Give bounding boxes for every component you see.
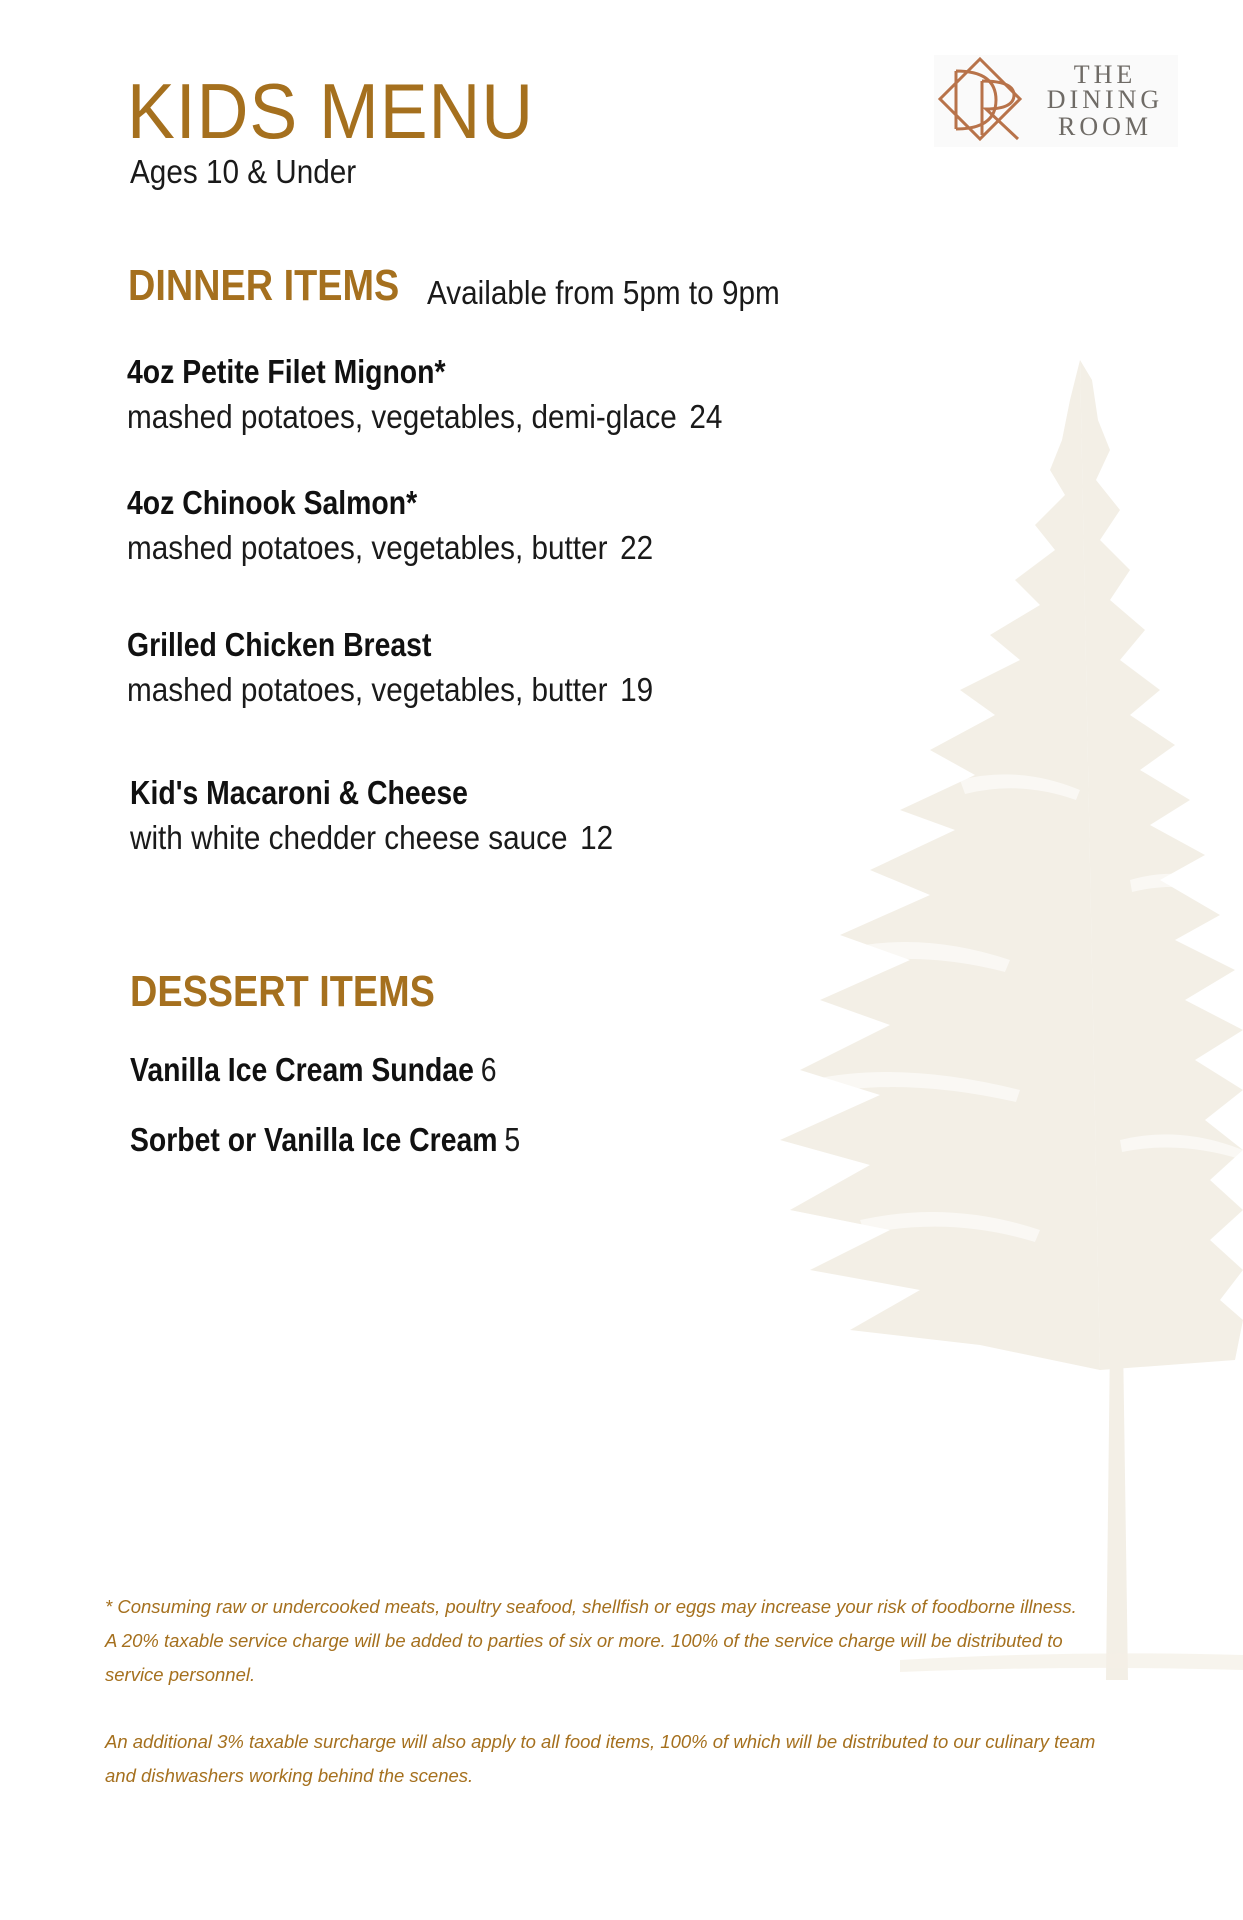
dinner-heading: DINNER ITEMS: [128, 261, 400, 310]
logo-line-dining: DINING: [1046, 85, 1164, 114]
service-charge-note: A 20% taxable service charge will be added to parties of six or more. 100% of the service charge will be distributed to service personnel.: [105, 1630, 1063, 1685]
page-title: KIDS MENU: [127, 67, 534, 155]
surcharge-note: An additional 3% taxable surcharge will also apply to all food items, 100% of which will be distributed to our culinary team and dishwashers working behind the scenes.: [105, 1731, 1096, 1786]
dessert-item-name: Vanilla Ice Cream Sundae: [130, 1051, 474, 1088]
foodborne-warning: * Consuming raw or undercooked meats, poultry seafood, shellfish or eggs may increase your risk of foodborne illness.: [105, 1596, 1077, 1617]
age-subtitle: Ages 10 & Under: [130, 153, 357, 190]
dinner-availability: Available from 5pm to 9pm: [427, 274, 780, 311]
item-description-text: mashed potatoes, vegetables, butter: [127, 671, 608, 708]
logo-line-room: ROOM: [1057, 112, 1152, 141]
dessert-item-price: 5: [504, 1121, 521, 1158]
item-price: 12: [580, 819, 614, 856]
menu-item-description: [127, 400, 722, 433]
menu-item-name: 4oz Petite Filet Mignon*: [127, 353, 446, 390]
dessert-heading: DESSERT ITEMS: [130, 967, 435, 1016]
menu-item-description: [127, 531, 653, 564]
item-price: 22: [620, 529, 654, 566]
menu-item-name: Kid's Macaroni & Cheese: [130, 774, 468, 811]
menu-item-name: 4oz Chinook Salmon*: [127, 484, 418, 521]
item-price: 24: [689, 398, 723, 435]
dessert-item-name: Sorbet or Vanilla Ice Cream: [130, 1121, 498, 1158]
item-price: 19: [620, 671, 654, 708]
dessert-item: [130, 1053, 497, 1086]
item-description-text: mashed potatoes, vegetables, butter: [127, 529, 608, 566]
menu-item-description: [130, 821, 613, 854]
dessert-item: [130, 1123, 520, 1156]
pine-tree-icon: [780, 360, 1243, 1680]
dessert-item-price: 6: [480, 1051, 497, 1088]
menu-item-name: Grilled Chicken Breast: [127, 626, 432, 663]
menu-item-description: [127, 673, 653, 706]
item-description-text: with white chedder cheese sauce: [130, 819, 568, 856]
logo-line-the: THE: [1073, 60, 1137, 89]
item-description-text: mashed potatoes, vegetables, demi-glace: [127, 398, 677, 435]
